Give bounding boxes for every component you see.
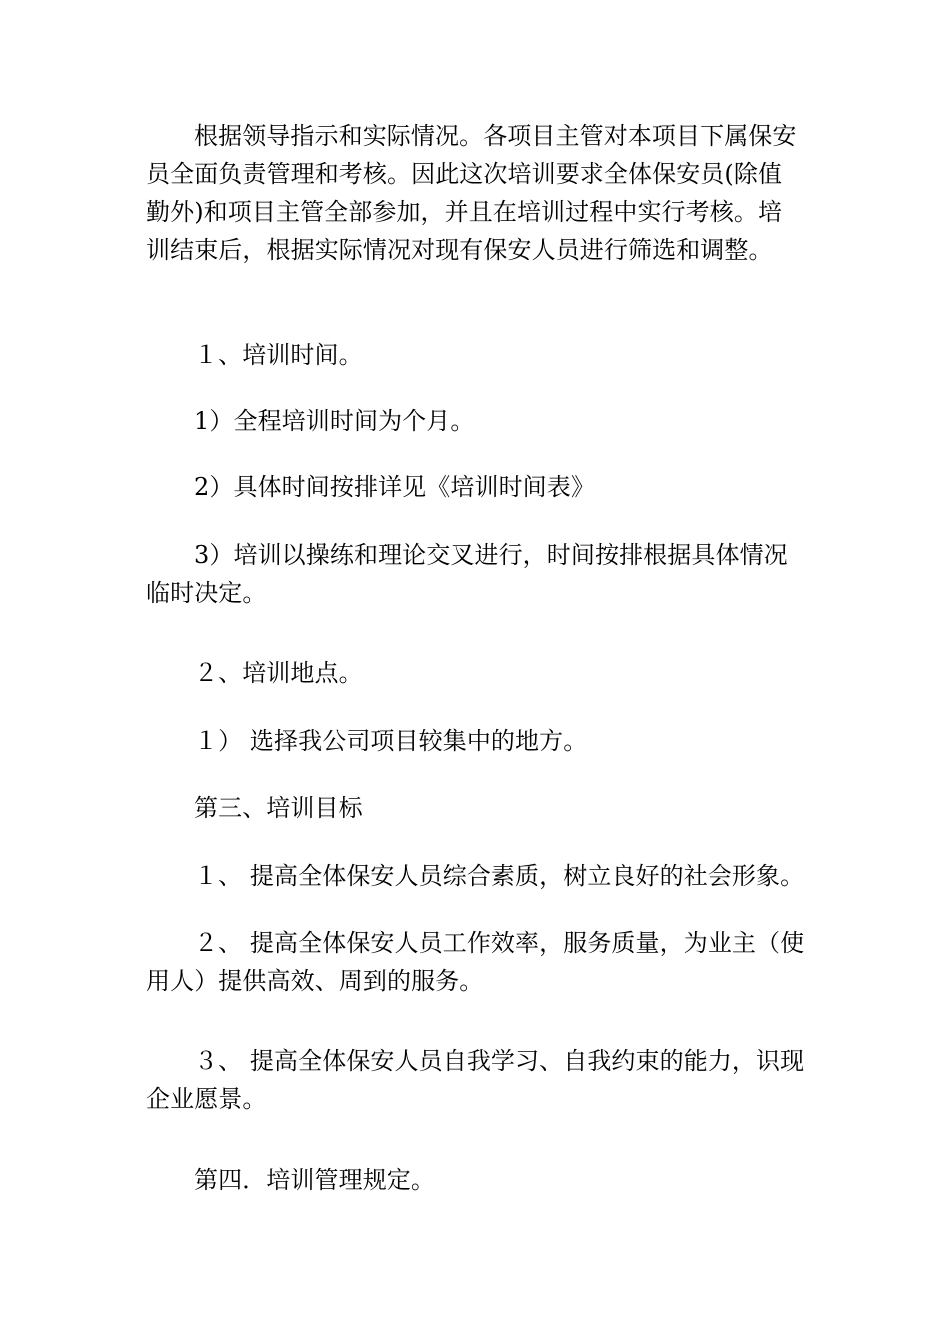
section-heading-training-time: １、培训时间。	[194, 341, 363, 369]
goal-item-1: １、 提高全体保安人员综合素质，树立良好的社会形象。	[194, 862, 805, 890]
section-heading-management-rules: 第四．培训管理规定。	[194, 1166, 435, 1194]
list-item-duration: 1）全程培训时间为个月。	[194, 407, 475, 435]
intro-paragraph: 根据领导指示和实际情况。各项目主管对本项目下属保安员全面负责管理和考核。因此这次培训要求全体保安员(除值勤外)和项目主管全部参加，并且在培训过程中实行考核。培训结束后，根据实际情况对现有保安人员进行筛选和调整。	[146, 122, 797, 264]
goal-item-3: ３、 提高全体保安人员自我学习、自我约束的能力，识现企业愿景。	[146, 1047, 805, 1113]
list-item-location: １） 选择我公司项目较集中的地方。	[194, 727, 588, 755]
goal-item-2: ２、 提高全体保安人员工作效率，服务质量，为业主（使用人）提供高效、周到的服务。	[146, 929, 805, 995]
section-heading-training-location: ２、培训地点。	[194, 659, 363, 687]
list-item-method: 3）培训以操练和理论交叉进行，时间按排根据具体情况临时决定。	[146, 541, 788, 607]
section-heading-training-goals: 第三、培训目标	[194, 794, 363, 822]
list-item-schedule: 2）具体时间按排详见《培训时间表》	[194, 473, 595, 501]
